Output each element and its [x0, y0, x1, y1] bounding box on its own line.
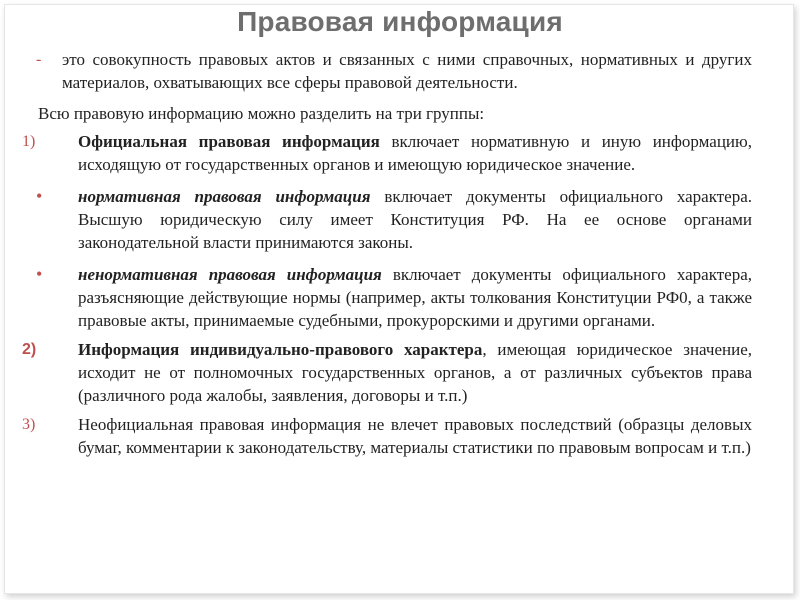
list-item-heading: нормативная правовая информация [78, 187, 371, 206]
list-item-description: включает документы официального характера, разъясняющие действующие нормы (например, акты толкования Конституции РФ0, а также правовые акты, принимаемые судебными, прокурорскими и другими органами. [78, 265, 753, 330]
page-title: Правовая информация [237, 6, 563, 37]
list-item-unofficial [22, 413, 752, 459]
list-item-normative [22, 185, 752, 254]
list-item-description: включает нормативную и иную информацию, исходящую от государственных органов и имеющую юридическое значение. [78, 132, 752, 174]
definition-row [22, 48, 752, 94]
slide-content [22, 48, 752, 459]
list-item-description: Неофициальная правовая информация не влечет правовых последствий (образцы деловых бумаг, комментарии к законодательству, материалы статистики по правовым вопросам и т.п.) [78, 415, 752, 457]
intro-text: Всю правовую информацию можно разделить на три группы: [38, 104, 485, 123]
definition-text: это совокупность правовых актов и связанных с ними справочных, нормативных и других материалов, охватывающих все сферы правовой деятельности. [62, 50, 752, 92]
list-item-text [78, 185, 752, 254]
bullet-marker: • [36, 186, 43, 206]
list-item-description: , имеющая юридическое значение, исходит не от полномочных государственных органов, а от различных субъектов права (различного рода жалобы, заявления, договоры и т.п.) [78, 340, 753, 405]
list-item-text [78, 263, 752, 332]
number-marker: 1) [22, 133, 36, 150]
dash-marker: - [36, 51, 42, 68]
list-item-text [78, 338, 752, 407]
list-item-heading: ненормативная правовая информация [78, 265, 382, 284]
number-marker: 2) [22, 341, 37, 358]
number-marker: 3) [22, 416, 36, 433]
bullet-marker: • [36, 264, 43, 284]
list-item-description: включает документы официального характера. Высшую юридическую силу имеет Конституция РФ. На ее основе органами законодательной власти принимаются законы. [78, 187, 752, 252]
list-item-text [78, 413, 752, 459]
list-item-individual [22, 338, 752, 407]
list-item-heading: Официальная правовая информация [78, 132, 380, 151]
list-item-text [78, 130, 752, 176]
list-item-official [22, 130, 752, 176]
list-item-heading: Информация индивидуально-правового характера [78, 340, 483, 359]
list-item-nonnormative [22, 263, 752, 332]
